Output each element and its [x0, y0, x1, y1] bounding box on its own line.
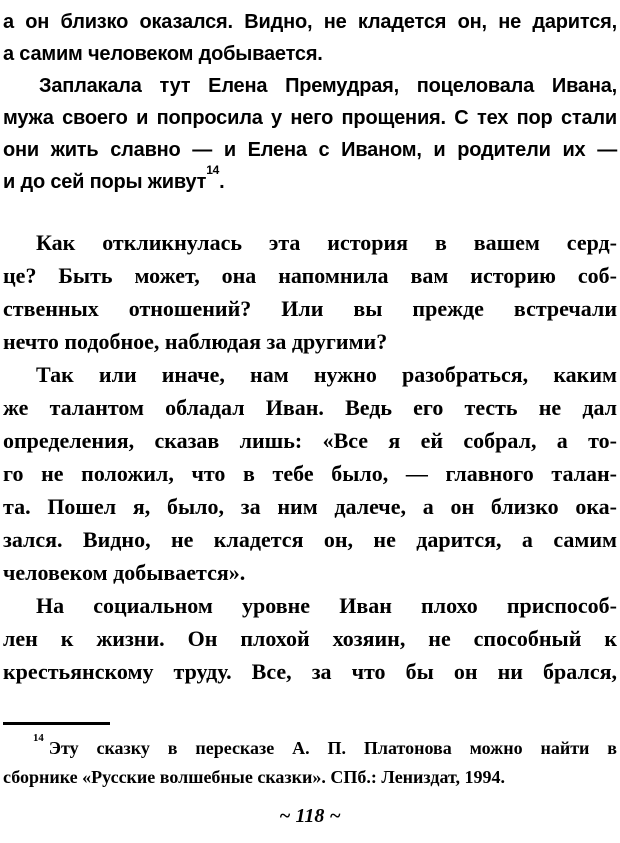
paragraph — [3, 589, 617, 688]
body-line: лен к жизни. Он плохой хозяин, не способный к — [3, 626, 617, 651]
paragraph — [3, 358, 617, 589]
quote-line-punctuation: . — [219, 171, 225, 193]
body-line: Как откликнулась эта история в вашем серд- — [36, 230, 617, 255]
body-line: человеком добывается». — [3, 560, 246, 585]
footnote-marker: 14 — [33, 732, 44, 745]
quote-line: мужа своего и попросила у него прощения. С тех пор стали — [3, 107, 617, 129]
body-line: зался. Видно, не кладется он, не дарится, а самим — [3, 527, 617, 552]
body-line: крестьянскому труду. Все, за что бы он ни брался, — [3, 659, 617, 684]
quote-block — [3, 6, 617, 198]
paragraph — [3, 226, 617, 358]
footnote-line — [3, 734, 617, 763]
body-line: нечто подобное, наблюдая за другими? — [3, 329, 388, 354]
body-line: На социальном уровне Иван плохо приспособ- — [36, 593, 617, 618]
page-number: ~ 118 ~ — [279, 805, 341, 827]
quote-line: а он близко оказался. Видно, не кладется он, не дарится, — [3, 11, 617, 33]
body-line: ственных отношений? Или вы прежде встречали — [3, 296, 617, 321]
quote-line: а самим человеком добывается. — [3, 43, 323, 65]
body-line: це? Быть может, она напомнила вам историю соб- — [3, 263, 617, 288]
footnote-line: сборнике «Русские волшебные сказки». СПб.: Лениздат, 1994. — [3, 767, 505, 787]
body-line: же талантом обладал Иван. Ведь его тесть не дал — [3, 395, 617, 420]
quote-line — [3, 162, 617, 198]
body-line: Так или иначе, нам нужно разобраться, каким — [36, 362, 617, 387]
quote-line: Заплакала тут Елена Премудрая, поцеловала Ивана, — [39, 75, 617, 97]
footnote-divider — [3, 722, 110, 725]
footnote-line-text: Эту сказку в пересказе А. П. Платонова можно найти в — [48, 738, 617, 758]
footnote-reference: 14 — [206, 162, 220, 177]
body-line: определения, сказав лишь: «Все я ей собрал, а то- — [3, 428, 617, 453]
body-text — [3, 226, 617, 688]
footnote — [3, 734, 617, 792]
body-line: та. Пошел я, было, за ним далече, а он близко ока- — [3, 494, 617, 519]
quote-line: они жить славно — и Елена с Иваном, и родители их — — [3, 139, 617, 161]
quote-line-text: и до сей поры живут — [3, 171, 207, 193]
body-line: го не положил, что в тебе было, — главного талан- — [3, 461, 617, 486]
